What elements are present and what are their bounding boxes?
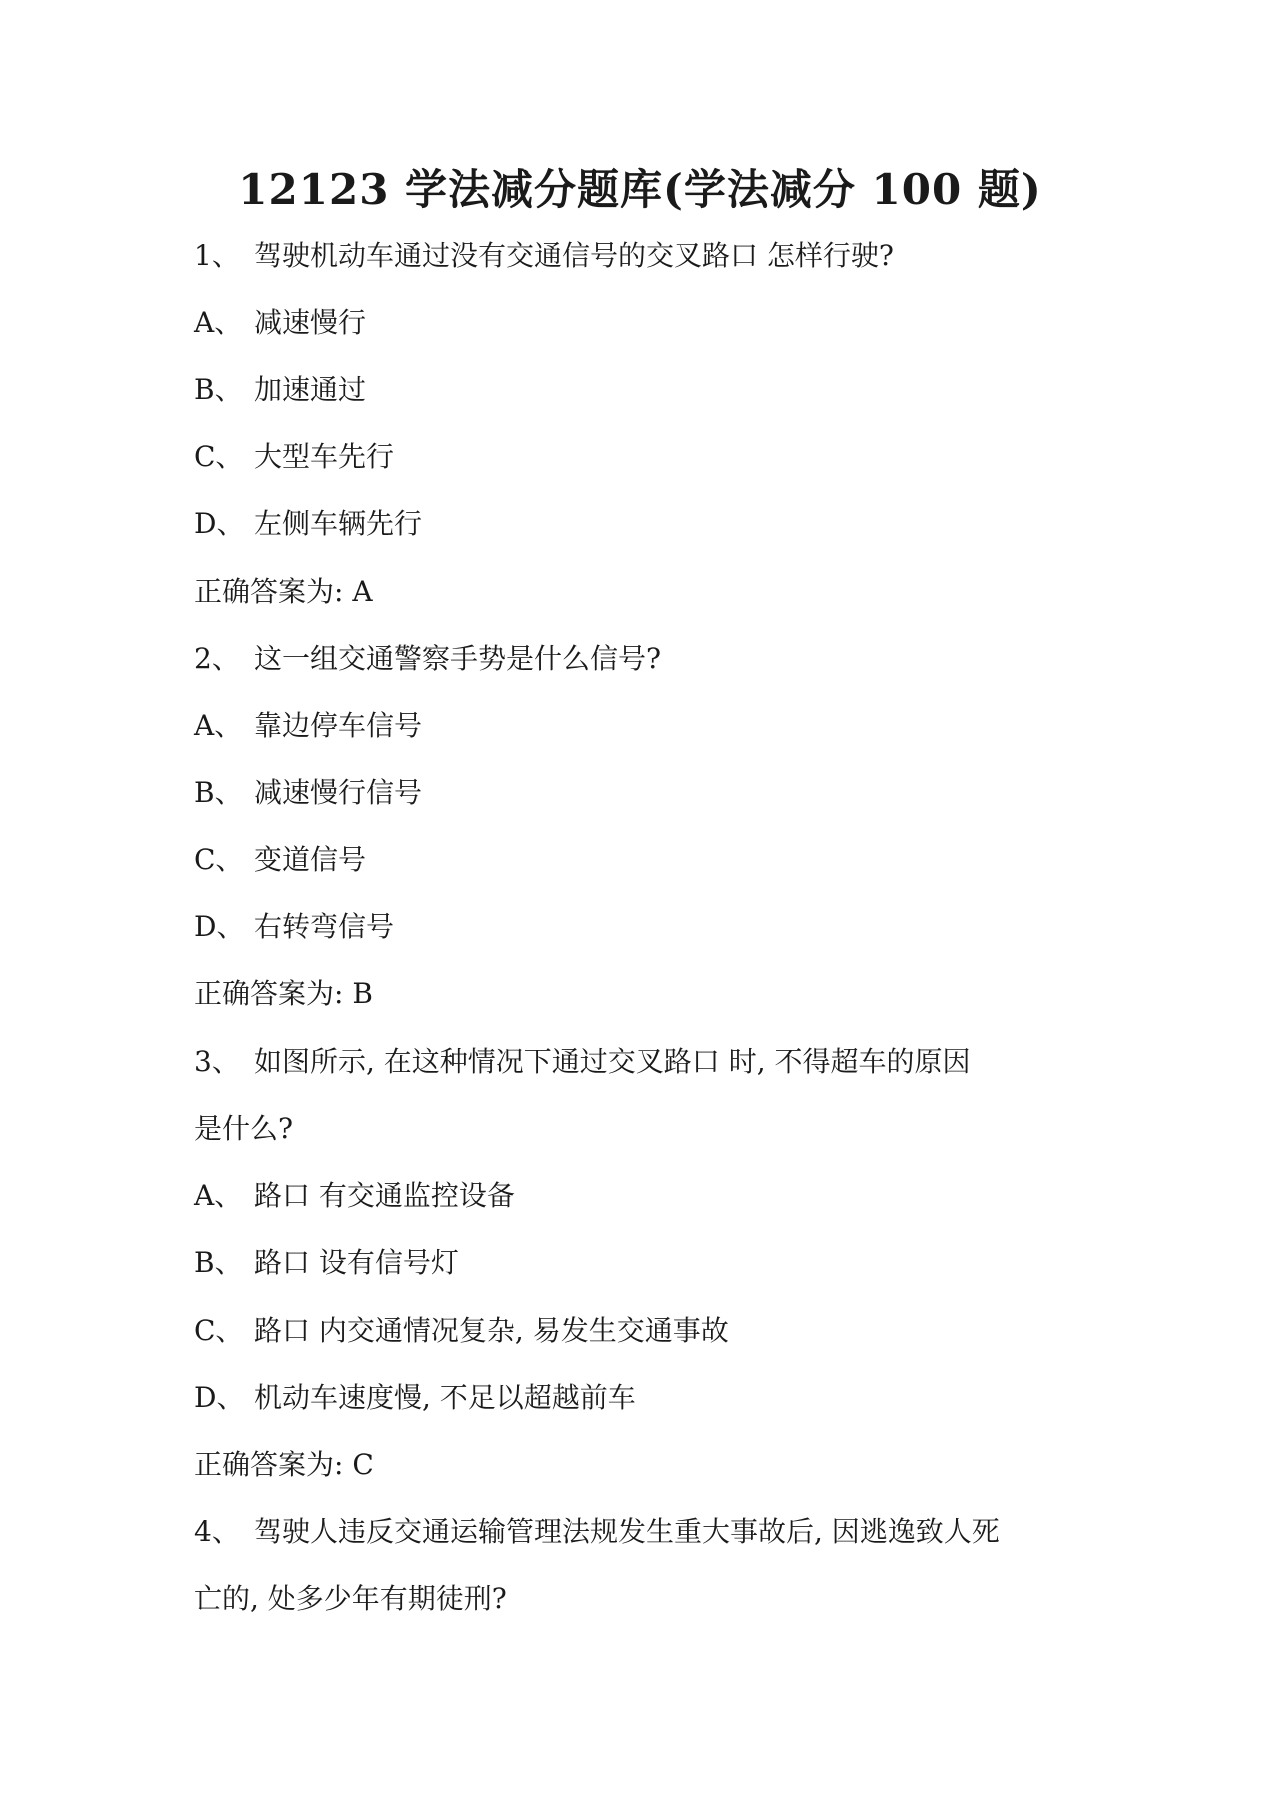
option-c (194, 840, 1094, 880)
option-tag: C、 (194, 440, 244, 473)
question-text-continued: 亡的, 处多少年有期徒刑? (194, 1582, 507, 1615)
option-b (194, 370, 1094, 410)
option-tag: D、 (194, 1381, 245, 1414)
question-text: 驾驶机动车通过没有交通信号的交叉路口 怎样行驶? (254, 239, 894, 272)
option-a (194, 706, 1094, 746)
option-tag: B、 (194, 776, 243, 809)
option-text: 靠边停车信号 (254, 709, 423, 742)
document-title: 12123 学法减分题库(学法减分 100 题) (238, 165, 1042, 214)
option-tag: B、 (194, 1246, 243, 1279)
option-text: 机动车速度慢, 不足以超越前车 (254, 1381, 636, 1414)
option-text: 左侧车辆先行 (254, 507, 423, 540)
answer-line: 正确答案为: B (194, 977, 373, 1010)
option-b (194, 773, 1094, 813)
question-1 (194, 236, 1094, 276)
option-tag: A、 (194, 709, 243, 742)
option-text: 减速慢行 (254, 306, 367, 339)
question-text: 这一组交通警察手势是什么信号? (254, 642, 662, 675)
option-a (194, 303, 1094, 343)
option-a (194, 1176, 1094, 1216)
question-4 (194, 1512, 1094, 1552)
option-d (194, 1378, 1094, 1418)
answer-line: 正确答案为: A (194, 575, 373, 608)
question-text-continued: 是什么? (194, 1112, 294, 1145)
option-text: 路口 内交通情况复杂, 易发生交通事故 (254, 1314, 729, 1347)
option-tag: D、 (194, 507, 245, 540)
option-text: 变道信号 (254, 843, 367, 876)
option-tag: C、 (194, 843, 244, 876)
question-2 (194, 639, 1094, 679)
answer-line: 正确答案为: C (194, 1448, 374, 1481)
question-number: 4、 (194, 1515, 240, 1548)
option-b (194, 1243, 1094, 1283)
option-text: 大型车先行 (254, 440, 395, 473)
option-tag: A、 (194, 1179, 243, 1212)
option-tag: C、 (194, 1314, 244, 1347)
option-text: 路口 有交通监控设备 (254, 1179, 515, 1212)
option-text: 路口 设有信号灯 (254, 1246, 459, 1279)
question-number: 3、 (194, 1045, 240, 1078)
question-text: 如图所示, 在这种情况下通过交叉路口 时, 不得超车的原因 (254, 1045, 971, 1078)
option-c (194, 437, 1094, 477)
option-tag: A、 (194, 306, 243, 339)
option-text: 加速通过 (254, 373, 367, 406)
option-c (194, 1311, 1094, 1351)
question-number: 1、 (194, 239, 240, 272)
question-text: 驾驶人违反交通运输管理法规发生重大事故后, 因逃逸致人死 (254, 1515, 1000, 1548)
question-3 (194, 1042, 1094, 1082)
question-number: 2、 (194, 642, 240, 675)
option-text: 右转弯信号 (254, 910, 395, 943)
option-tag: D、 (194, 910, 245, 943)
option-text: 减速慢行信号 (254, 776, 423, 809)
option-tag: B、 (194, 373, 243, 406)
option-d (194, 907, 1094, 947)
option-d (194, 504, 1094, 544)
